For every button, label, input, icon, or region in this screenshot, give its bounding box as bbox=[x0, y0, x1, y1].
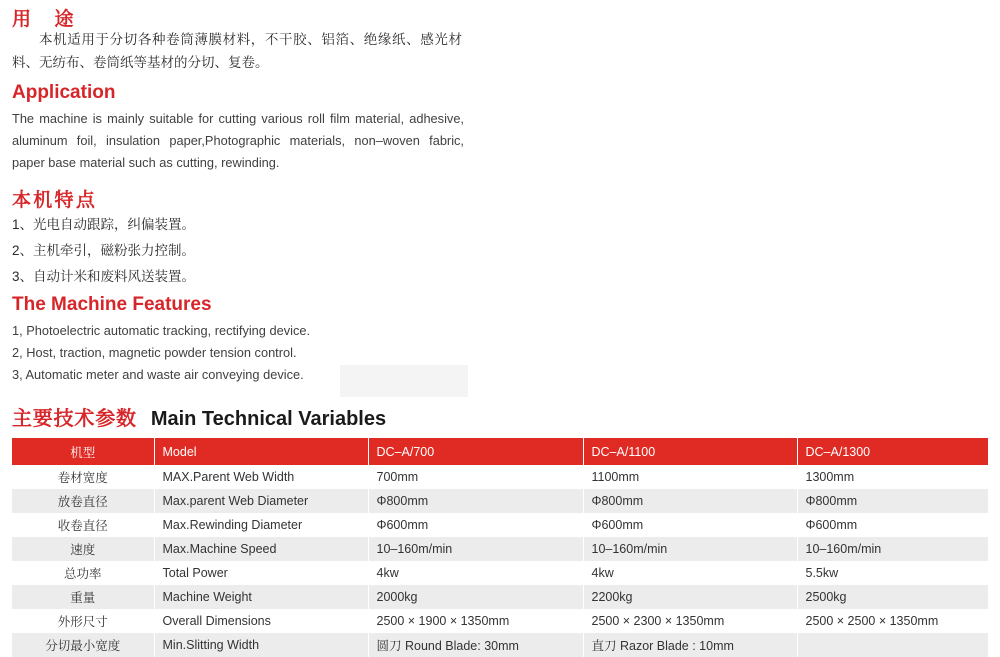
features-title-cn: 本机特点 bbox=[12, 190, 98, 211]
decorative-block bbox=[340, 365, 468, 397]
table-cell: Φ800mm bbox=[583, 489, 797, 513]
table-cell: 10–160m/min bbox=[797, 537, 988, 561]
table-cell: Max.Machine Speed bbox=[154, 537, 368, 561]
table-cell: 总功率 bbox=[12, 561, 154, 585]
table-cell: 收卷直径 bbox=[12, 513, 154, 537]
application-body-en: The machine is mainly suitable for cutting various roll film material, adhesive, aluminum foil, insulation paper,Photographic materials, non–woven fabric, paper base material such as cutting, rewinding. bbox=[12, 111, 464, 170]
table-cell: 分切最小宽度 bbox=[12, 633, 154, 657]
table-header-cell: DC–A/700 bbox=[368, 438, 583, 465]
table-cell: 重量 bbox=[12, 585, 154, 609]
table-row bbox=[12, 537, 988, 561]
table-cell: 4kw bbox=[583, 561, 797, 585]
application-body-cn: 本机适用于分切各种卷筒薄膜材料，不干胶、铝箔、绝缘纸、感光材料、无纺布、卷筒纸等基材的分切、复卷。 bbox=[12, 32, 462, 70]
table-cell: 2500kg bbox=[797, 585, 988, 609]
table-cell: Total Power bbox=[154, 561, 368, 585]
table-cell: Max.parent Web Diameter bbox=[154, 489, 368, 513]
table-cell: Φ600mm bbox=[797, 513, 988, 537]
table-cell: 1300mm bbox=[797, 465, 988, 489]
table-cell: 直刀 Razor Blade : 10mm bbox=[583, 633, 797, 657]
table-cell: 圆刀 Round Blade: 30mm bbox=[368, 633, 583, 657]
table-cell: Overall Dimensions bbox=[154, 609, 368, 633]
feature-item-en: 1, Photoelectric automatic tracking, rectifying device. bbox=[12, 323, 311, 338]
table-header-cell: DC–A/1300 bbox=[797, 438, 988, 465]
table-header-cell: Model bbox=[154, 438, 368, 465]
table-cell: 2000kg bbox=[368, 585, 583, 609]
table-row bbox=[12, 633, 988, 657]
table-cell: 速度 bbox=[12, 537, 154, 561]
feature-item-cn: 3、自动计米和废料风送装置。 bbox=[12, 269, 196, 284]
table-cell bbox=[797, 633, 988, 657]
table-cell: 放卷直径 bbox=[12, 489, 154, 513]
feature-item-cn: 1、光电自动跟踪，纠偏装置。 bbox=[12, 217, 196, 232]
table-cell: 10–160m/min bbox=[583, 537, 797, 561]
table-cell: 2500 × 1900 × 1350mm bbox=[368, 609, 583, 633]
table-cell: 2200kg bbox=[583, 585, 797, 609]
feature-item-cn: 2、主机牵引，磁粉张力控制。 bbox=[12, 243, 196, 258]
table-cell: 外形尺寸 bbox=[12, 609, 154, 633]
table-cell: Φ600mm bbox=[368, 513, 583, 537]
table-cell: Machine Weight bbox=[154, 585, 368, 609]
table-row bbox=[12, 561, 988, 585]
table-cell: Φ800mm bbox=[368, 489, 583, 513]
table-section-title bbox=[12, 402, 386, 431]
table-row bbox=[12, 585, 988, 609]
feature-item-en: 3, Automatic meter and waste air conveying device. bbox=[12, 367, 304, 382]
specifications-table bbox=[12, 438, 988, 657]
table-header-row bbox=[12, 438, 988, 465]
table-cell: 2500 × 2300 × 1350mm bbox=[583, 609, 797, 633]
table-cell: 5.5kw bbox=[797, 561, 988, 585]
table-cell: Φ600mm bbox=[583, 513, 797, 537]
table-cell: 700mm bbox=[368, 465, 583, 489]
table-header-cell: DC–A/1100 bbox=[583, 438, 797, 465]
table-cell: 10–160m/min bbox=[368, 537, 583, 561]
table-cell: 2500 × 2500 × 1350mm bbox=[797, 609, 988, 633]
feature-item-en: 2, Host, traction, magnetic powder tension control. bbox=[12, 345, 297, 360]
table-row bbox=[12, 489, 988, 513]
features-title-en: The Machine Features bbox=[12, 294, 212, 315]
table-cell: Min.Slitting Width bbox=[154, 633, 368, 657]
table-title-en: Main Technical Variables bbox=[150, 408, 387, 430]
table-cell: 4kw bbox=[368, 561, 583, 585]
table-row bbox=[12, 465, 988, 489]
table-cell: 1100mm bbox=[583, 465, 797, 489]
table-cell: 卷材宽度 bbox=[12, 465, 154, 489]
table-cell: Max.Rewinding Diameter bbox=[154, 513, 368, 537]
table-row bbox=[12, 513, 988, 537]
application-title-cn: 用 途 bbox=[12, 9, 76, 30]
features-list-cn bbox=[12, 212, 472, 290]
table-cell: Φ800mm bbox=[797, 489, 988, 513]
table-cell: MAX.Parent Web Width bbox=[154, 465, 368, 489]
application-title-en: Application bbox=[12, 82, 116, 103]
table-row bbox=[12, 609, 988, 633]
table-title-cn: 主要技术参数 bbox=[12, 408, 137, 430]
table-header-cell: 机型 bbox=[12, 438, 154, 465]
